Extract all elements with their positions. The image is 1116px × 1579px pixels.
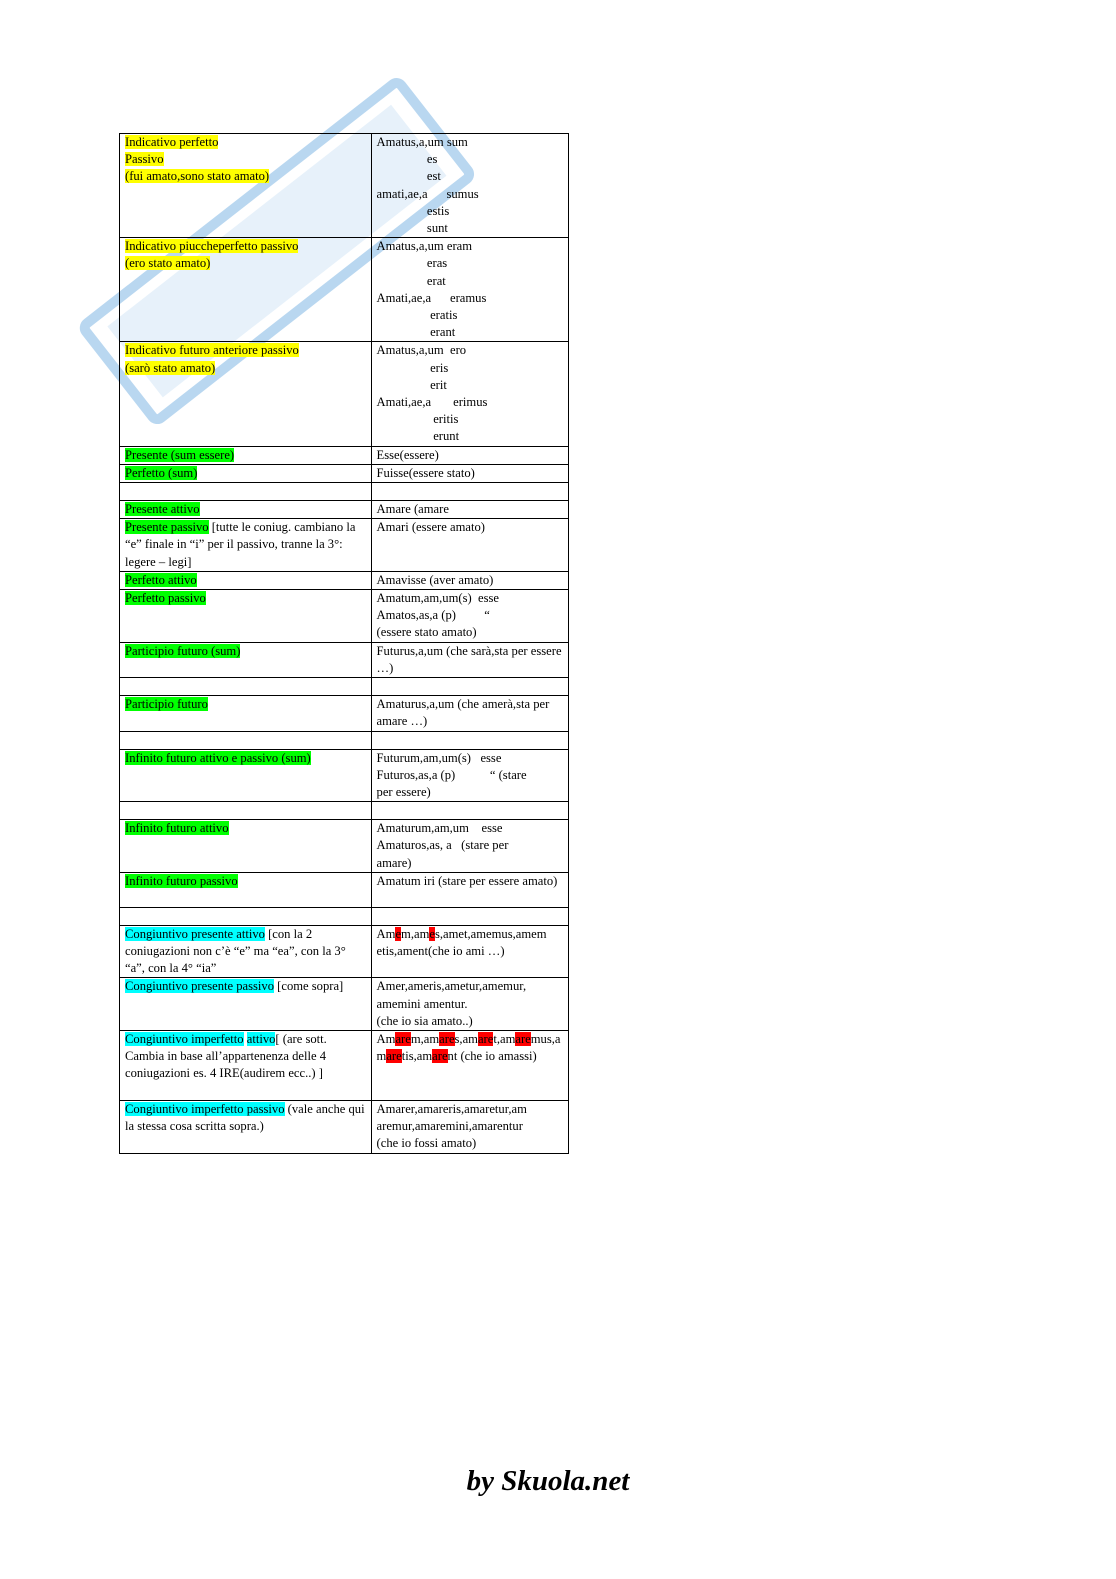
- ending-highlight: are: [395, 1031, 411, 1046]
- table-row: [120, 446, 569, 464]
- table-row: [120, 820, 569, 873]
- row-label: Infinito futuro attivo e passivo (sum): [125, 750, 311, 765]
- row-value: Amatum,am,um(s) esse Amatos,as,a (p) “ (essere stato amato): [371, 590, 568, 643]
- table-row: [120, 501, 569, 519]
- row-label: Infinito futuro passivo: [125, 873, 238, 888]
- table-row: [120, 342, 569, 446]
- row-note: (vale anche qui la stessa cosa scritta sopra.): [125, 1101, 365, 1134]
- ending-highlight: are: [439, 1031, 455, 1046]
- ending-highlight: are: [515, 1031, 531, 1046]
- footer-brand: by Skuola.net: [466, 1465, 630, 1497]
- table-row: [120, 925, 569, 978]
- latin-conjugation-table: [119, 133, 569, 1154]
- ending-highlight: e: [429, 926, 435, 941]
- row-label: Perfetto (sum): [125, 465, 198, 480]
- value-part: Am: [376, 926, 396, 941]
- table-row: [120, 1100, 569, 1153]
- row-value: Amari (essere amato): [371, 519, 568, 572]
- ending-highlight: are: [386, 1049, 402, 1064]
- row-value: Amarer,amareris,amaretur,am aremur,amaremini,amarentur (che io fossi amato): [371, 1100, 568, 1153]
- value-part: tis,am: [401, 1049, 433, 1064]
- row-value: Amatus,a,um eram eras erat Amati,ae,a eramus eratis erant: [371, 238, 568, 342]
- row-value: Futurus,a,um (che sarà,sta per essere …): [371, 642, 568, 677]
- table-row: [120, 238, 569, 342]
- row-label: Presente (sum essere): [125, 447, 235, 462]
- row-note: [con la 2 coniugazioni non c’è “e” ma “ea”, con la 3° “a”, con la 4° “ia”: [125, 926, 346, 976]
- table-row: [120, 872, 569, 907]
- row-value: Amavisse (aver amato): [371, 571, 568, 589]
- row-label: (sarò stato amato): [125, 360, 216, 375]
- row-label: Congiuntivo presente attivo: [125, 926, 265, 941]
- row-label: (fui amato,sono stato amato): [125, 169, 270, 184]
- row-value: [371, 925, 568, 978]
- ending-highlight: are: [477, 1031, 494, 1046]
- row-label: Congiuntivo presente passivo: [125, 979, 275, 994]
- row-label: Perfetto passivo: [125, 591, 206, 606]
- value-part: nt (che io amassi): [447, 1049, 537, 1064]
- row-label: attivo: [246, 1031, 276, 1046]
- table-row-empty: [120, 731, 569, 749]
- value-part: s,am: [454, 1031, 478, 1046]
- row-label: (ero stato amato): [125, 256, 211, 271]
- table-row-empty: [120, 483, 569, 501]
- row-value: Fuisse(essere stato): [371, 464, 568, 482]
- row-label: Participio futuro: [125, 697, 208, 712]
- page-footer: [0, 1465, 1116, 1498]
- row-note: [come sopra]: [274, 979, 344, 994]
- row-value: Amaturus,a,um (che amerà,sta per amare …): [371, 696, 568, 731]
- value-part: m,am: [410, 1031, 440, 1046]
- value-part: mus,am: [376, 1031, 561, 1064]
- value-part: t,am: [493, 1031, 516, 1046]
- table-row: [120, 464, 569, 482]
- table-row-empty: [120, 907, 569, 925]
- value-part: Am: [376, 1031, 396, 1046]
- row-value: Amer,ameris,ametur,amemur, amemini amentur. (che io sia amato..): [371, 978, 568, 1031]
- row-label: Presente attivo: [125, 502, 200, 517]
- row-label: Congiuntivo imperfetto passivo: [125, 1101, 285, 1116]
- row-value: Amaturum,am,um esse Amaturos,as, a (stare per amare): [371, 820, 568, 873]
- value-part: s,amet,amemus,amem: [434, 926, 547, 941]
- table-row: [120, 642, 569, 677]
- value-part: m,am: [401, 926, 430, 941]
- row-value: Amare (amare: [371, 501, 568, 519]
- row-label: Perfetto attivo: [125, 572, 197, 587]
- row-label: Presente passivo: [125, 520, 209, 535]
- ending-highlight: are: [432, 1049, 448, 1064]
- table-row: [120, 749, 569, 802]
- row-label: Infinito futuro attivo: [125, 821, 229, 836]
- table-row: [120, 978, 569, 1031]
- ending-highlight: e: [395, 926, 402, 941]
- row-value: Amatus,a,um ero eris erit Amati,ae,a erimus eritis erunt: [371, 342, 568, 446]
- row-value: Futurum,am,um(s) esse Futuros,as,a (p) “ (stare per essere): [371, 749, 568, 802]
- table-row: [120, 1030, 569, 1100]
- row-label: Indicativo futuro anteriore passivo: [125, 343, 299, 358]
- row-label: Passivo: [125, 152, 164, 167]
- row-label: Indicativo perfetto: [125, 135, 219, 149]
- table-row-empty: [120, 678, 569, 696]
- value-part: etis,ament(che io ami …): [376, 943, 505, 958]
- row-value: Amatus,a,um sum es est amati,ae,a sumus estis sunt: [371, 134, 568, 238]
- row-value: Amatum iri (stare per essere amato): [371, 872, 568, 907]
- row-label: Participio futuro (sum): [125, 643, 241, 658]
- row-label: Congiuntivo imperfetto: [125, 1031, 244, 1046]
- row-value: [371, 1030, 568, 1100]
- row-value: Esse(essere): [371, 446, 568, 464]
- table-row-empty: [120, 802, 569, 820]
- table-row: [120, 590, 569, 643]
- row-note: [ (are sott. Cambia in base all’appartenenza delle 4 coniugazioni es. 4 IRE(audirem ecc..) ]: [125, 1031, 327, 1081]
- row-label: Indicativo piuccheperfetto passivo: [125, 239, 299, 254]
- table-row: [120, 696, 569, 731]
- row-note: [tutte le coniug. cambiano la “e” finale in “i” per il passivo, tranne la 3°: legere – legi]: [125, 520, 356, 569]
- table-row: [120, 571, 569, 589]
- table-row: [120, 519, 569, 572]
- table-row: [120, 134, 569, 238]
